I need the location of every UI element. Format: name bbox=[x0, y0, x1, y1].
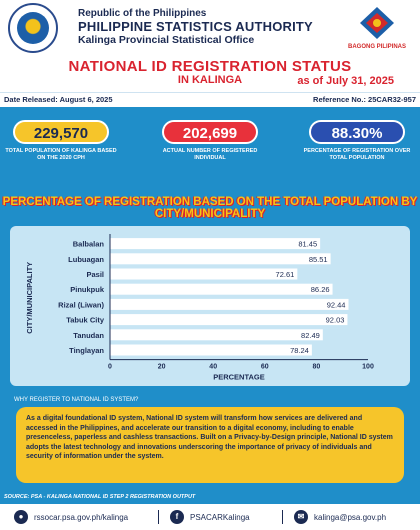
source-note: SOURCE: PSA - KALINGA NATIONAL ID STEP 2 REGISTRATION OUTPUT bbox=[4, 494, 196, 500]
x-tick-label: 40 bbox=[209, 363, 218, 371]
category-label: Pinukpuk bbox=[70, 285, 104, 295]
stat-label: TOTAL POPULATION OF KALINGA BASED ON THE 2020 CPH bbox=[5, 148, 117, 161]
footer-website[interactable] bbox=[14, 509, 128, 525]
facebook-icon: f bbox=[170, 510, 184, 524]
x-axis-title: PERCENTAGE bbox=[213, 372, 265, 382]
stat-value: 88.30% bbox=[309, 120, 405, 144]
stat-registered bbox=[153, 120, 267, 162]
category-label: Lubuagan bbox=[68, 254, 104, 264]
bar bbox=[110, 345, 312, 356]
republic-text: Republic of the Philippines bbox=[78, 8, 207, 19]
x-tick-label: 60 bbox=[260, 363, 269, 371]
x-tick-label: 100 bbox=[362, 363, 374, 371]
footer-facebook[interactable] bbox=[170, 509, 250, 525]
facebook-text[interactable]: PSACARKalinga bbox=[190, 512, 250, 522]
data-label: 78.24 bbox=[290, 346, 309, 355]
data-label: 72.61 bbox=[275, 270, 295, 279]
bar bbox=[110, 299, 348, 310]
bar bbox=[110, 329, 323, 340]
data-label: 85.51 bbox=[308, 254, 328, 264]
why-body: As a digital foundational ID system, National ID system will transform how services are delivered and accessed in the Philippines, and accelerate our transition to a digital economy, including to enable presenceless, paperless and cashless transactions. Built on a Privacy-by-Design principle, National ID system adopts the latest technology and innovations underscoring the importance of privacy of individuals and security of information under the system. bbox=[16, 407, 404, 483]
category-label: Tabuk City bbox=[66, 315, 104, 325]
website-text[interactable]: rssocar.psa.gov.ph/kalinga bbox=[34, 512, 129, 522]
bagong-pilipinas-logo bbox=[356, 5, 398, 41]
category-label: Pasil bbox=[86, 270, 104, 279]
footer-email[interactable] bbox=[294, 509, 386, 525]
x-tick-label: 80 bbox=[312, 363, 321, 371]
bar bbox=[110, 269, 297, 280]
bar-chart bbox=[10, 226, 410, 386]
data-label: 92.03 bbox=[325, 315, 345, 325]
category-label: Tinglayan bbox=[69, 346, 104, 355]
bar bbox=[110, 314, 347, 325]
email-text[interactable]: kalinga@psa.gov.ph bbox=[314, 512, 387, 522]
why-heading: WHY REGISTER TO NATIONAL ID SYSTEM? bbox=[14, 397, 139, 403]
stat-percentage bbox=[300, 120, 414, 162]
data-label: 92.44 bbox=[326, 300, 346, 310]
stat-value: 202,699 bbox=[162, 120, 258, 144]
bar bbox=[110, 284, 333, 295]
agency-name: PHILIPPINE STATISTICS AUTHORITY bbox=[78, 19, 313, 34]
category-label: Rizal (Liwan) bbox=[58, 300, 104, 310]
x-tick-label: 0 bbox=[108, 363, 112, 371]
bagong-pilipinas-label: BAGONG PILIPINAS bbox=[347, 44, 406, 50]
data-label: 86.26 bbox=[310, 285, 330, 295]
x-tick-label: 20 bbox=[157, 363, 166, 371]
bar bbox=[110, 253, 331, 264]
data-label: 81.45 bbox=[298, 239, 318, 249]
reference-number: Reference No.: 25CAR32-957 bbox=[313, 95, 416, 104]
sub-title: IN KALINGA bbox=[177, 74, 243, 86]
info-strip bbox=[0, 92, 420, 107]
category-label: Balbalan bbox=[72, 239, 104, 249]
stat-label: ACTUAL NUMBER OF REGISTERED INDIVIDUAL bbox=[162, 148, 258, 161]
psa-seal-logo bbox=[8, 3, 58, 53]
chart-title: PERCENTAGE OF REGISTRATION BASED ON THE TOTAL POPULATION BY CITY/MUNICIPALITY bbox=[2, 196, 418, 220]
category-label: Tanudan bbox=[73, 330, 104, 340]
as-of-date: as of July 31, 2025 bbox=[297, 75, 394, 87]
stat-total-population bbox=[4, 120, 118, 162]
email-icon: ✉ bbox=[294, 510, 308, 524]
data-label: 82.49 bbox=[301, 330, 320, 340]
divider bbox=[282, 510, 283, 524]
globe-icon: ● bbox=[14, 510, 28, 524]
bar bbox=[110, 238, 320, 249]
main-title: NATIONAL ID REGISTRATION STATUS bbox=[68, 58, 352, 75]
stat-label: PERCENTAGE OF REGISTRATION OVER TOTAL POPULATION bbox=[303, 148, 411, 161]
header bbox=[0, 0, 420, 56]
date-released: Date Released: August 6, 2025 bbox=[4, 95, 113, 104]
divider bbox=[158, 510, 159, 524]
y-axis-title: CITY/MUNICIPALITY bbox=[25, 261, 34, 334]
office-name: Kalinga Provincial Statistical Office bbox=[78, 34, 255, 46]
title-bar bbox=[0, 56, 420, 92]
agency-block bbox=[78, 8, 338, 47]
footer bbox=[0, 504, 420, 530]
stat-value: 229,570 bbox=[13, 120, 109, 144]
